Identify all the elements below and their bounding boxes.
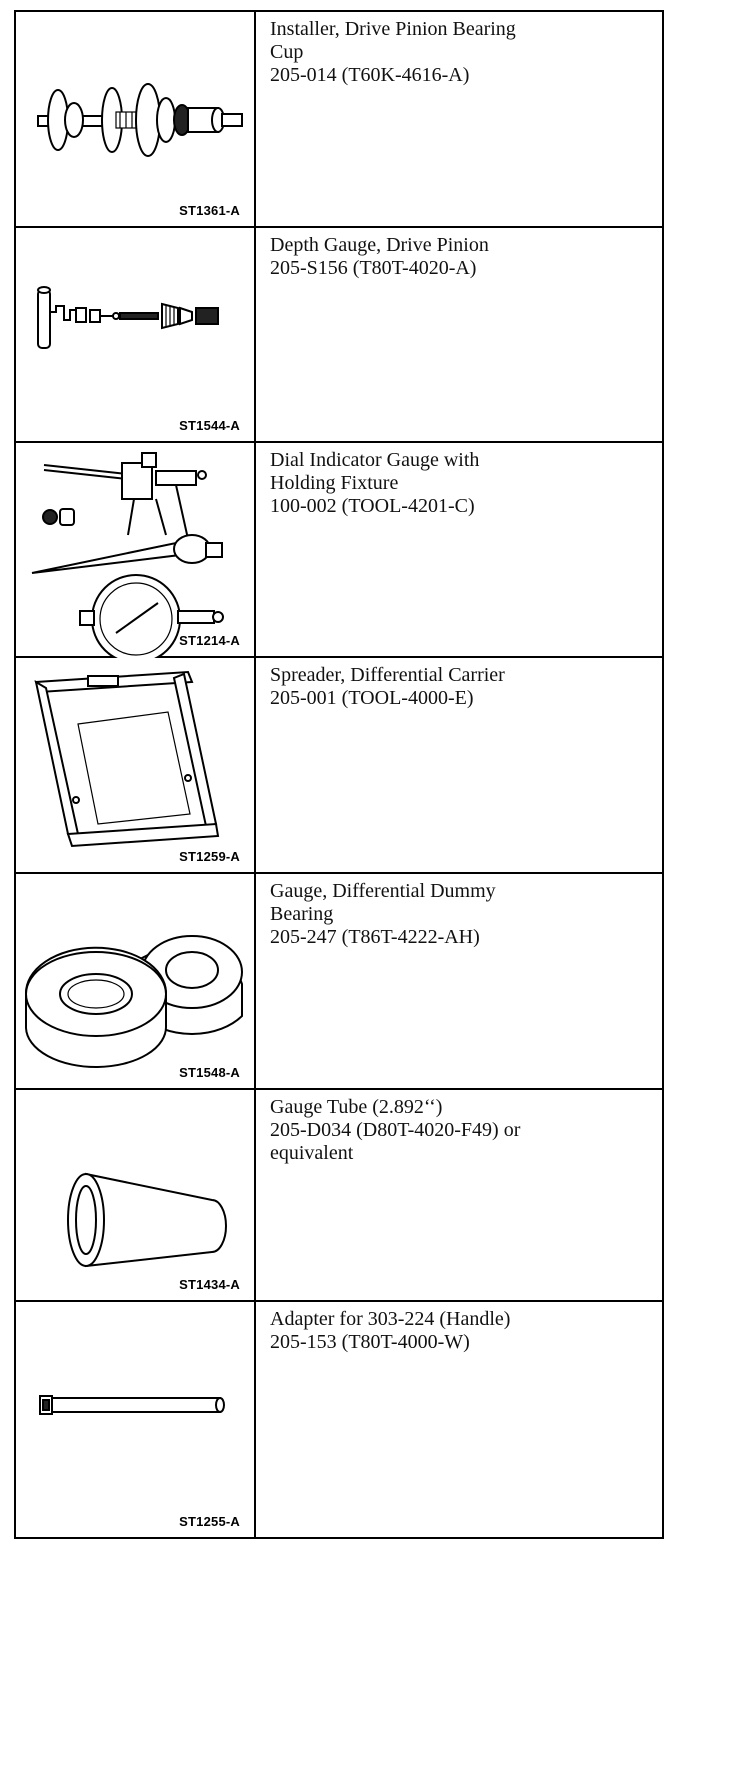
tool-name-continued: Cup xyxy=(270,41,304,63)
tool-name: Adapter for 303-224 (Handle) xyxy=(270,1308,511,1330)
tool-illustration-cell xyxy=(15,11,255,227)
special-tools-table xyxy=(14,10,664,1539)
figure-id: ST1544-A xyxy=(179,418,240,433)
tool-illustration-cell xyxy=(15,873,255,1089)
table-row xyxy=(15,1089,663,1301)
dummy-bearing-gauge-icon xyxy=(16,874,254,1090)
dial-indicator-gauge-icon xyxy=(16,443,254,658)
figure-id: ST1255-A xyxy=(179,1514,240,1529)
tool-description-cell xyxy=(255,1301,663,1538)
table-row xyxy=(15,873,663,1089)
tool-name: Depth Gauge, Drive Pinion xyxy=(270,234,489,256)
table-row xyxy=(15,442,663,657)
tool-name: Dial Indicator Gauge with xyxy=(270,449,480,471)
tool-illustration-cell xyxy=(15,227,255,442)
tool-part-number: 205-D034 (D80T-4020-F49) or xyxy=(270,1119,521,1141)
drive-pinion-depth-gauge-icon xyxy=(16,228,254,443)
tool-part-number: 205-S156 (T80T-4020-A) xyxy=(270,257,477,279)
table-row xyxy=(15,227,663,442)
table-row xyxy=(15,657,663,873)
drive-pinion-bearing-cup-installer-icon xyxy=(16,12,254,228)
handle-adapter-icon xyxy=(16,1302,254,1539)
figure-id: ST1548-A xyxy=(179,1065,240,1080)
tool-part-number: 205-001 (TOOL-4000-E) xyxy=(270,687,474,709)
figure-id: ST1214-A xyxy=(179,633,240,648)
tool-illustration-cell xyxy=(15,442,255,657)
tool-name: Gauge, Differential Dummy xyxy=(270,880,496,902)
tool-description-cell xyxy=(255,1089,663,1301)
tool-illustration-cell xyxy=(15,1301,255,1538)
tool-name-continued: Bearing xyxy=(270,903,334,925)
tool-name: Installer, Drive Pinion Bearing xyxy=(270,18,516,40)
tool-name: Gauge Tube (2.892‘‘) xyxy=(270,1096,443,1118)
tool-part-number: 205-247 (T86T-4222-AH) xyxy=(270,926,480,948)
tool-part-number-continued: equivalent xyxy=(270,1142,354,1164)
tool-part-number: 100-002 (TOOL-4201-C) xyxy=(270,495,475,517)
tool-part-number: 205-014 (T60K-4616-A) xyxy=(270,64,470,86)
figure-id: ST1361-A xyxy=(179,203,240,218)
table-row xyxy=(15,1301,663,1538)
tool-name-continued: Holding Fixture xyxy=(270,472,399,494)
tool-description-cell xyxy=(255,227,663,442)
tool-illustration-cell xyxy=(15,1089,255,1301)
tool-description-cell xyxy=(255,442,663,657)
figure-id: ST1259-A xyxy=(179,849,240,864)
table-row xyxy=(15,11,663,227)
figure-id: ST1434-A xyxy=(179,1277,240,1292)
gauge-tube-icon xyxy=(16,1090,254,1302)
tool-description-cell xyxy=(255,873,663,1089)
tool-part-number: 205-153 (T80T-4000-W) xyxy=(270,1331,470,1353)
tool-illustration-cell xyxy=(15,657,255,873)
tool-description-cell xyxy=(255,11,663,227)
tool-description-cell xyxy=(255,657,663,873)
differential-carrier-spreader-icon xyxy=(16,658,254,874)
tool-name: Spreader, Differential Carrier xyxy=(270,664,505,686)
